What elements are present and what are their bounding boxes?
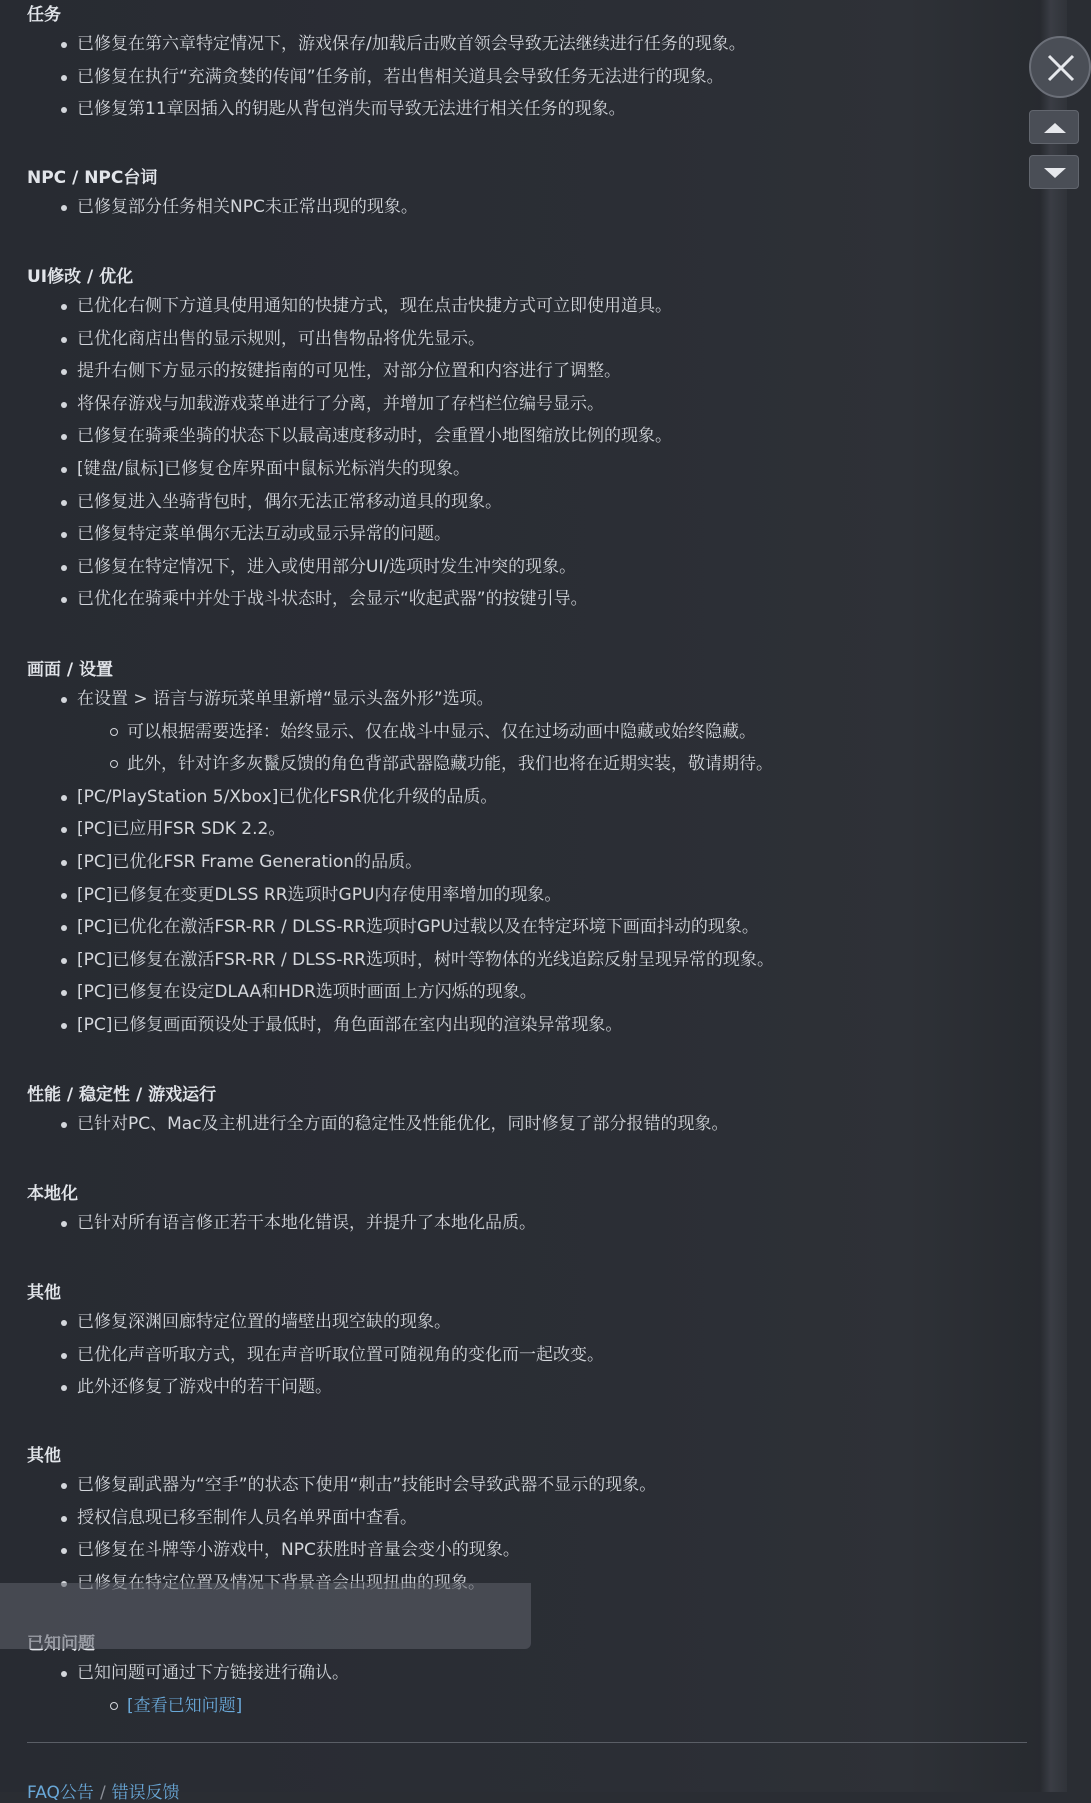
list-item-text: [PC]已修复在设定DLAA和HDR选项时画面上方闪烁的现象。 (77, 982, 537, 1003)
list-item (27, 944, 1027, 977)
section-title: 任务 (27, 5, 61, 25)
bug-report-link[interactable]: 错误反馈 (111, 1783, 180, 1803)
section (27, 1280, 1027, 1404)
list-item-text: [键盘/鼠标]已修复仓库界面中鼠标光标消失的现象。 (77, 458, 470, 479)
list-item (27, 518, 1027, 551)
list-item (27, 583, 1027, 616)
list-item-text: 已修复第11章因插入的钥匙从背包消失而导致无法进行相关任务的现象。 (77, 99, 626, 120)
sub-list (27, 716, 1027, 781)
list-item-text: 已修复特定菜单偶尔无法互动或显示异常的问题。 (77, 524, 451, 545)
list-item (27, 781, 1027, 814)
list-item (27, 61, 1027, 94)
list-item-text: [PC/PlayStation 5/Xbox]已优化FSR优化升级的品质。 (77, 786, 498, 807)
item-list (27, 683, 1027, 1042)
list-item (27, 93, 1027, 126)
footer-links (27, 1778, 180, 1803)
list-item (27, 1371, 1027, 1404)
list-item-text: [PC]已修复在激活FSR-RR / DLSS-RR选项时，树叶等物体的光线追踪反射呈现异常的现象。 (77, 949, 774, 970)
close-button[interactable] (1029, 36, 1091, 98)
item-list (27, 1108, 1027, 1141)
list-item-text: 已修复深渊回廊特定位置的墙壁出现空缺的现象。 (77, 1312, 451, 1332)
section-title: 性能 / 稳定性 / 游戏运行 (27, 1085, 217, 1105)
scroll-up-button[interactable] (1029, 110, 1079, 144)
list-item-text: 已优化声音听取方式，现在声音听取位置可随视角的变化而一起改变。 (77, 1344, 604, 1365)
section (27, 657, 1027, 1042)
list-item-text: 已修复在特定情况下，进入或使用部分UI/选项时发生冲突的现象。 (77, 556, 577, 577)
chevron-up-icon (1044, 121, 1066, 133)
side-panel-edge (1040, 0, 1067, 1792)
list-item (27, 420, 1027, 453)
sub-list-item (27, 748, 1027, 781)
list-item-text: 在设置 > 语言与游玩菜单里新增“显示头盔外形”选项。 (77, 689, 494, 709)
section (27, 264, 1027, 616)
section-title: 本地化 (27, 1184, 78, 1204)
sub-list (27, 1690, 1027, 1723)
list-item (27, 486, 1027, 519)
list-item (27, 388, 1027, 421)
list-item-text: 已针对所有语言修正若干本地化错误，并提升了本地化品质。 (77, 1213, 536, 1233)
list-item-text: 已知问题可通过下方链接进行确认。 (77, 1663, 349, 1683)
list-item (27, 551, 1027, 584)
section-title: 其他 (27, 1283, 61, 1303)
sub-list-item-text: 可以根据需要选择：始终显示、仅在战斗中显示、仅在过场动画中隐藏或始终隐藏。 (127, 721, 756, 742)
section-title: UI修改 / 优化 (27, 267, 134, 287)
section-title: NPC / NPC台词 (27, 168, 158, 188)
item-list (27, 1306, 1027, 1404)
list-item-text: 已优化在骑乘中并处于战斗状态时，会显示“收起武器”的按键引导。 (77, 589, 588, 610)
known-issues-link[interactable]: [查看已知问题] (127, 1695, 243, 1716)
list-item-text: 此外还修复了游戏中的若干问题。 (77, 1377, 332, 1398)
list-item (27, 813, 1027, 846)
list-item (27, 28, 1027, 61)
close-icon (1043, 50, 1079, 86)
list-item (27, 1469, 1027, 1502)
list-item (27, 879, 1027, 912)
list-item (27, 1009, 1027, 1042)
chevron-down-icon (1044, 166, 1066, 178)
sub-list-item (27, 1690, 1027, 1723)
item-list (27, 1657, 1027, 1722)
item-list (27, 290, 1027, 616)
list-item (27, 1108, 1027, 1141)
list-item-text: 已优化商店出售的显示规则，可出售物品将优先显示。 (77, 328, 485, 349)
list-item (27, 191, 1027, 224)
list-item (27, 1502, 1027, 1535)
list-item-text: [PC]已优化在激活FSR-RR / DLSS-RR选项时GPU过载以及在特定环境下画面抖动的现象。 (77, 917, 759, 938)
list-item-text: 已优化右侧下方道具使用通知的快捷方式，现在点击快捷方式可立即使用道具。 (77, 296, 672, 316)
list-item (27, 1534, 1027, 1567)
list-item-text: 提升右侧下方显示的按键指南的可见性，对部分位置和内容进行了调整。 (77, 361, 621, 382)
list-item-text: 已针对PC、Mac及主机进行全方面的稳定性及性能优化，同时修复了部分报错的现象。 (77, 1114, 729, 1134)
list-item (27, 1657, 1027, 1690)
list-item-text: [PC]已修复在变更DLSS RR选项时GPU内存使用率增加的现象。 (77, 884, 562, 905)
list-item-text: 将保存游戏与加载游戏菜单进行了分离，并增加了存档栏位编号显示。 (77, 393, 604, 414)
list-item-text: 已修复在执行“充满贪婪的传闻”任务前，若出售相关道具会导致任务无法进行的现象。 (77, 66, 724, 87)
section (27, 1181, 1027, 1240)
item-list (27, 191, 1027, 224)
toast-overlay (0, 1583, 531, 1649)
divider (27, 1742, 1027, 1743)
list-item-text: [PC]已修复画面预设处于最低时，角色面部在室内出现的渲染异常现象。 (77, 1014, 623, 1035)
list-item-text: 已修复部分任务相关NPC未正常出现的现象。 (77, 197, 418, 217)
sub-list-item-text: 此外，针对许多灰鬣反馈的角色背部武器隐藏功能，我们也将在近期实装，敬请期待。 (127, 754, 773, 775)
faq-link[interactable]: FAQ公告 (27, 1783, 94, 1803)
list-item (27, 355, 1027, 388)
list-item-text: 已修复进入坐骑背包时，偶尔无法正常移动道具的现象。 (77, 491, 502, 512)
list-item (27, 323, 1027, 356)
list-item-text: [PC]已应用FSR SDK 2.2。 (77, 819, 286, 840)
list-item-text: 授权信息现已移至制作人员名单界面中查看。 (77, 1507, 417, 1528)
list-item (27, 1306, 1027, 1339)
list-item-text: 已修复在第六章特定情况下，游戏保存/加载后击败首领会导致无法继续进行任务的现象。 (77, 34, 746, 54)
section (27, 1443, 1027, 1599)
list-item (27, 683, 1027, 716)
item-list (27, 1469, 1027, 1599)
list-item-text: 已修复副武器为“空手”的状态下使用“刺击”技能时会导致武器不显示的现象。 (77, 1475, 657, 1495)
list-item (27, 1207, 1027, 1240)
section (27, 165, 1027, 224)
list-item (27, 290, 1027, 323)
section-title: 其他 (27, 1446, 61, 1466)
list-item (27, 976, 1027, 1009)
item-list (27, 1207, 1027, 1240)
list-item-text: 已修复在斗牌等小游戏中，NPC获胜时音量会变小的现象。 (77, 1540, 520, 1561)
list-item-text: [PC]已优化FSR Frame Generation的品质。 (77, 851, 423, 872)
list-item (27, 846, 1027, 879)
list-item-text: 已修复在骑乘坐骑的状态下以最高速度移动时，会重置小地图缩放比例的现象。 (77, 426, 672, 447)
sub-list-item (27, 716, 1027, 749)
list-item (27, 1339, 1027, 1372)
section-title: 画面 / 设置 (27, 660, 114, 680)
item-list (27, 28, 1027, 126)
list-item (27, 911, 1027, 944)
section (27, 1082, 1027, 1141)
section (27, 2, 1027, 126)
footer-separator: / (99, 1783, 106, 1803)
scroll-down-button[interactable] (1029, 155, 1079, 189)
list-item (27, 453, 1027, 486)
